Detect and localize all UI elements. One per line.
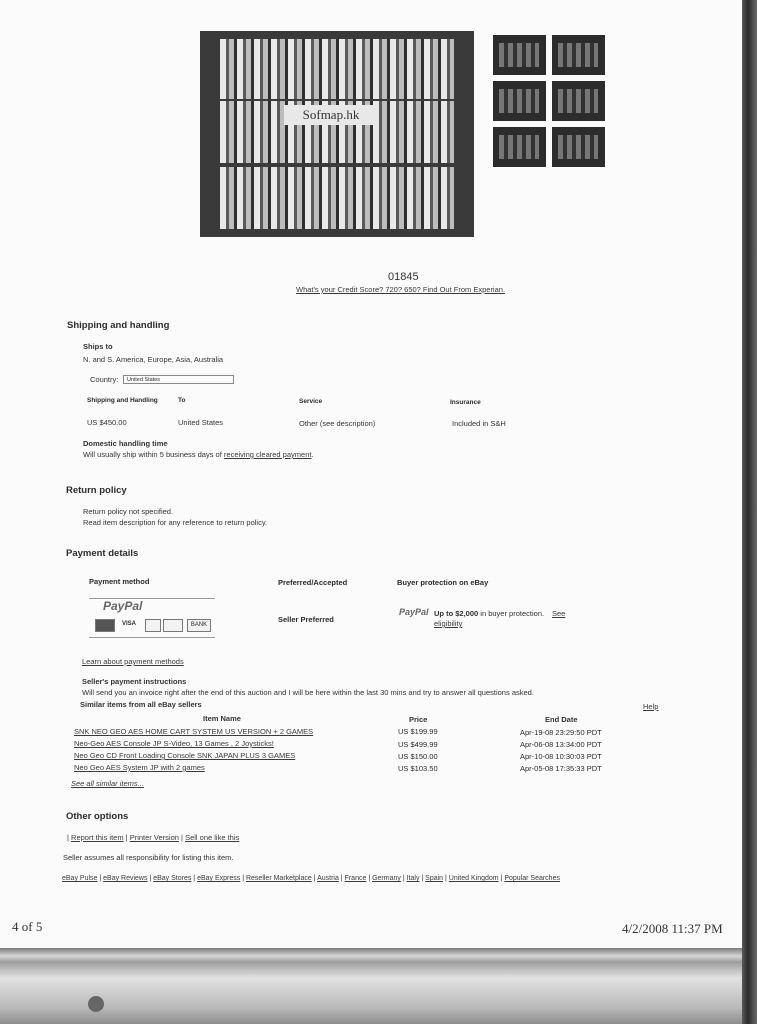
- printer-version-link[interactable]: Printer Version: [129, 833, 179, 842]
- domestic-handling-label: Domestic handling time: [83, 439, 168, 448]
- similar-item-end: Apr-05-08 17:35:33 PDT: [520, 764, 602, 773]
- ships-to-value: N. and S. America, Europe, Asia, Australia: [83, 355, 224, 364]
- scanner-knob: [88, 996, 104, 1012]
- payment-instructions-label: Seller's payment instructions: [82, 677, 187, 686]
- country-label: Country:: [90, 375, 119, 384]
- footer-link-germany[interactable]: Germany: [372, 875, 401, 882]
- similar-item-name[interactable]: Neo Geo AES System JP with 2 games: [74, 763, 205, 772]
- seller-responsibility-note: Seller assumes all responsibility for listing this item.: [63, 853, 234, 862]
- return-policy-heading: Return policy: [66, 485, 127, 496]
- similar-item-end: Apr-06-08 13:34:00 PDT: [520, 740, 602, 749]
- eligibility-link[interactable]: eligibility: [434, 619, 463, 628]
- photo-shelf-top: [220, 39, 454, 99]
- payment-col-preferred: Preferred/Accepted: [278, 578, 348, 587]
- similar-item-price: US $199.99: [398, 727, 438, 736]
- similar-item-end: Apr-19-08 23:29:50 PDT: [520, 728, 602, 737]
- visa-icon: VISA: [121, 621, 136, 627]
- footer-link-reseller-marketplace[interactable]: Reseller Marketplace: [245, 875, 312, 882]
- return-policy-line-2: Read item description for any reference to return policy.: [83, 518, 268, 527]
- discover-icon: [163, 619, 183, 632]
- footer-link-france[interactable]: France: [344, 875, 367, 882]
- similar-item-price: US $499.99: [398, 740, 438, 749]
- footer-link-ebay-pulse[interactable]: eBay Pulse: [62, 875, 98, 882]
- separator: |: [67, 833, 69, 842]
- main-item-photo[interactable]: [200, 31, 474, 237]
- similar-items-heading: Similar items from all eBay sellers: [80, 700, 202, 709]
- shipping-col-cost: Shipping and Handling: [87, 397, 158, 404]
- footer-link-ebay-reviews[interactable]: eBay Reviews: [103, 875, 148, 882]
- similar-col-name: Item Name: [203, 714, 241, 723]
- return-policy-line-1: Return policy not specified.: [83, 507, 174, 516]
- similar-item-end: Apr-10-08 10:30:03 PDT: [520, 752, 602, 761]
- buyer-protection-text: [434, 609, 544, 618]
- payment-col-protection: Buyer protection on eBay: [397, 578, 489, 587]
- protection-rest: in buyer protection.: [480, 609, 545, 618]
- scanner-bed-strip: [0, 948, 742, 1024]
- credit-score-link[interactable]: What's your Credit Score? 720? 650? Find Out From Experian.: [296, 285, 506, 294]
- footer-link-popular-searches[interactable]: Popular Searches: [504, 875, 560, 882]
- other-options-links: [67, 833, 239, 842]
- shipping-cost: US $450.00: [87, 418, 127, 427]
- scanner-edge-shadow: [742, 0, 757, 1024]
- item-number: 01845: [388, 271, 419, 283]
- shipping-col-insurance: Insurance: [450, 399, 481, 406]
- shipping-destination: United States: [178, 418, 224, 427]
- mastercard-icon: [95, 619, 115, 632]
- ships-to-label: Ships to: [83, 342, 113, 351]
- print-datetime: 4/2/2008 11:37 PM: [622, 921, 723, 936]
- photo-watermark-logo: Sofmap.hk: [284, 105, 378, 125]
- similar-item-name[interactable]: SNK NEO GEO AES HOME CART SYSTEM US VERSION + 2 GAMES: [74, 727, 314, 736]
- thumbnail-1[interactable]: [493, 35, 546, 75]
- similar-col-price: Price: [409, 715, 428, 724]
- seller-preferred: Seller Preferred: [278, 615, 334, 624]
- shipping-heading: Shipping and handling: [67, 320, 170, 331]
- thumbnail-2[interactable]: [552, 35, 605, 75]
- footer-link-italy[interactable]: Italy: [406, 875, 420, 882]
- separator: |: [181, 833, 183, 842]
- thumbnail-4[interactable]: [552, 81, 605, 121]
- shipping-col-to: To: [178, 397, 186, 404]
- thumbnail-6[interactable]: [552, 127, 605, 167]
- site-footer-links: eBay Pulse | eBay Reviews | eBay Stores | eBay Express | Reseller Marketplace | Austria | France | Germany | Italy | Spain | United Kingdom | Popular Searches: [62, 875, 560, 882]
- learn-payment-methods-link[interactable]: Learn about payment methods: [82, 657, 184, 666]
- paypal-protection-logo: PayPal: [399, 607, 429, 617]
- payment-method-logos: [89, 598, 215, 638]
- footer-link-ebay-stores[interactable]: eBay Stores: [153, 875, 192, 882]
- thumbnail-3[interactable]: [493, 81, 546, 121]
- similar-item-name[interactable]: Neo-Geo AES Console JP S-Video, 13 Games , 2 Joysticks!: [74, 739, 274, 748]
- sell-one-like-this-link[interactable]: Sell one like this: [185, 833, 240, 842]
- shipping-insurance: Included in S&H: [452, 419, 506, 428]
- domestic-handling-period: .: [311, 450, 314, 459]
- amex-icon: [145, 619, 161, 632]
- domestic-handling-sentence: Will usually ship within 5 business days of: [83, 450, 222, 459]
- thumbnail-5[interactable]: [493, 127, 546, 167]
- payment-instructions-text: Will send you an invoice right after the end of this auction and I will be here within the last 30 mins and try to answer all questions asked.: [82, 688, 534, 697]
- similar-item-price: US $150.00: [398, 752, 438, 761]
- paypal-logo: PayPal: [103, 599, 143, 613]
- similar-col-end: End Date: [545, 715, 578, 724]
- footer-link-ebay-express[interactable]: eBay Express: [197, 875, 241, 882]
- protection-amount: Up to $2,000: [434, 609, 479, 618]
- country-select[interactable]: United States: [123, 375, 234, 384]
- bank-transfer-icon: BANK: [187, 619, 211, 632]
- payment-col-method: Payment method: [89, 577, 150, 586]
- footer-link-austria[interactable]: Austria: [317, 875, 339, 882]
- footer-link-united-kingdom[interactable]: United Kingdom: [448, 875, 499, 882]
- see-all-similar-link[interactable]: See all similar items...: [71, 779, 144, 788]
- photo-shelf-bottom: [220, 167, 454, 229]
- cleared-payment-link[interactable]: receiving cleared payment: [223, 450, 312, 459]
- report-item-link[interactable]: Report this item: [71, 833, 124, 842]
- shipping-col-service: Service: [299, 398, 323, 405]
- separator: |: [125, 833, 128, 842]
- shipping-service: Other (see description): [299, 419, 376, 428]
- domestic-handling-text: [83, 450, 314, 459]
- similar-item-price: US $103.50: [398, 764, 438, 773]
- similar-item-name[interactable]: Neo Geo CD Front Loading Console SNK JAPAN PLUS 3 GAMES: [74, 751, 296, 760]
- payment-heading: Payment details: [66, 548, 139, 559]
- help-link[interactable]: Help: [643, 702, 659, 711]
- other-options-heading: Other options: [66, 811, 129, 822]
- see-link[interactable]: See: [552, 609, 566, 618]
- print-page-number: 4 of 5: [12, 919, 43, 934]
- footer-link-spain[interactable]: Spain: [425, 875, 444, 882]
